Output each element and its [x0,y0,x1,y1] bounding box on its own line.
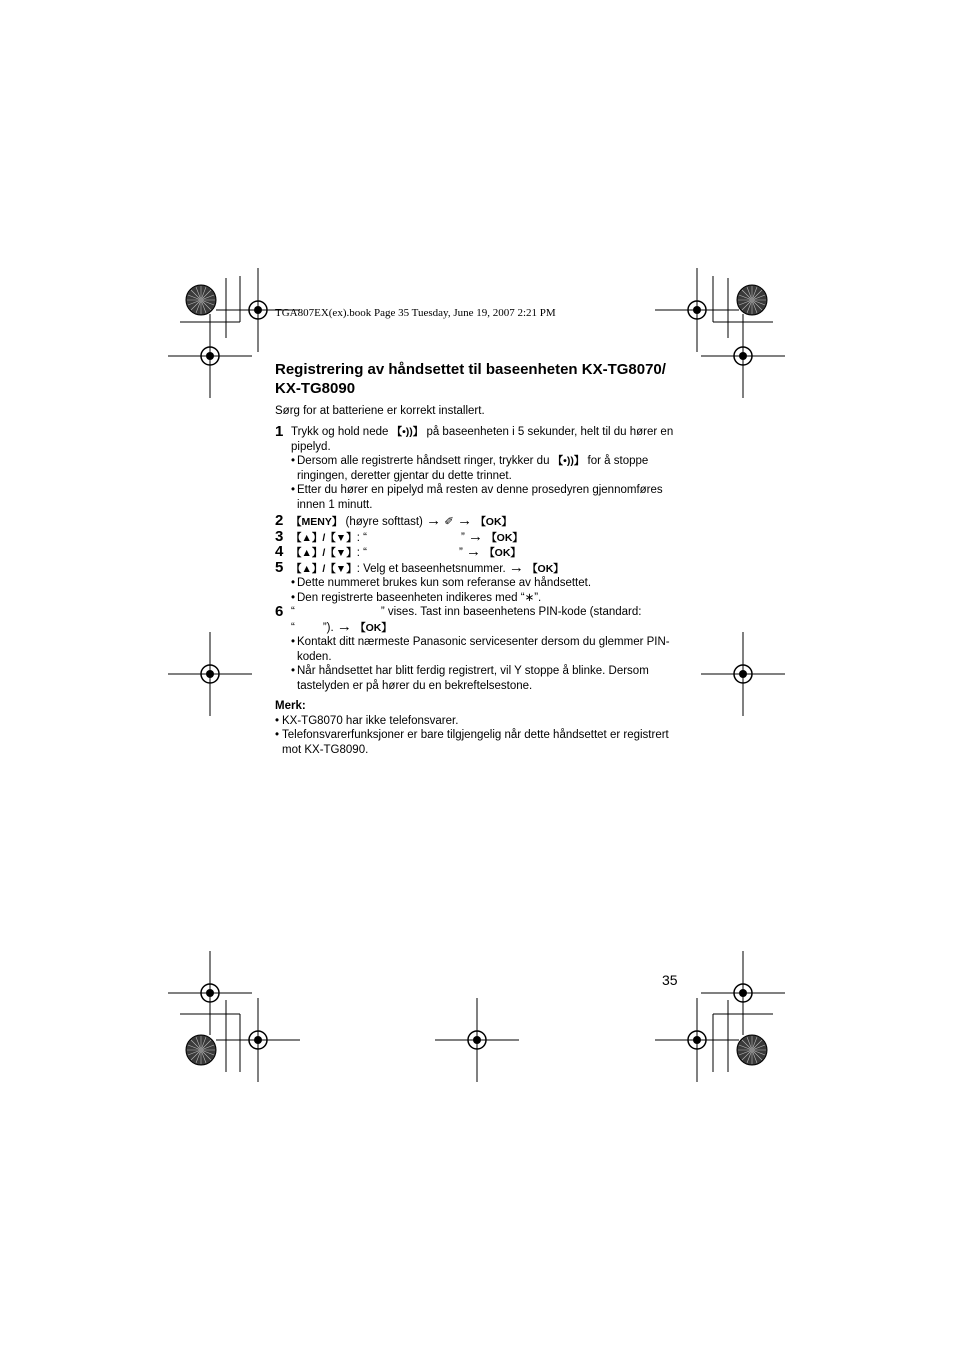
ok-key: 【OK】 [486,531,523,544]
step-text: ” vises. Tast inn baseenhetens PIN-kode (standard: [380,606,642,618]
antenna-icon: Y [514,665,522,677]
locator-key: 【•))】 [391,426,424,438]
registration-starburst-bottom-right [737,1035,767,1065]
navigator-keys: 【▲】/【▼】 [291,547,357,559]
step-text: ” [460,531,465,544]
crosshair-bottom-right-inner [655,998,739,1082]
step-text: “ [291,621,295,634]
step-number: 6 [275,603,284,620]
step-6 [275,605,675,635]
step-5 [275,558,675,577]
step-1-bullet-2: • Etter du hører en pipelyd må resten av denne prosedyren gjennomføres innen 1 minutt. [275,483,675,512]
page-content [275,360,675,757]
crosshair-top-right-inner [655,268,739,352]
step-text: ” [458,547,463,559]
bullet-text: for å stoppe ringingen, deretter gjentar du dette trinnet. [297,455,649,482]
arrow-icon: → [457,512,473,529]
step-5-bullet-1: • Dette nummeret brukes kun som referanse av håndsettet. [275,576,675,591]
page-number: 35 [662,972,678,988]
menu-key: 【MENY】 [291,516,343,528]
ok-key: 【OK】 [475,516,513,528]
step-number: 5 [275,558,284,576]
step-1 [275,425,675,454]
registration-starburst-bottom-left [186,1035,216,1065]
bullet-text: Når håndsettet har blitt ferdig registrert, vil [297,665,515,677]
ok-key: 【OK】 [355,621,392,634]
pencil-icon: ✐ [444,516,454,528]
step-text: : “ [356,531,367,544]
arrow-icon: → [508,558,524,576]
crosshair-middle-left [168,632,252,716]
step-text: på baseenheten i 5 sekunder, helt til du hører en pipelyd. [291,426,674,453]
note-item: • KX-TG8070 har ikke telefonsvarer. [275,714,675,729]
arrow-icon: → [336,617,352,635]
step-text: “ [291,606,295,618]
navigator-keys: 【▲】/【▼】 [291,562,357,575]
note-heading: Merk: [275,700,306,712]
registration-starburst-top-left [186,285,216,315]
step-number: 1 [275,423,284,440]
bullet-text: stoppe å blinke. Dersom tastelyden er på hører du en bekreftelsestone. [297,665,649,692]
step-5-bullet-2: • Den registrerte baseenheten indikeres med “∗”. [275,591,675,606]
crosshair-bottom-right-outer [701,951,785,1035]
locator-key: 【•))】 [552,455,585,467]
intro-text: Sørg for at batteriene er korrekt installert. [275,405,485,417]
crosshair-bottom-center [435,998,519,1082]
step-number: 2 [275,512,284,529]
arrow-icon: → [465,543,481,560]
registration-starburst-top-right [737,285,767,315]
navigator-keys: 【▲】/【▼】 [291,531,357,544]
crosshair-top-right-outer [701,314,785,398]
crosshair-bottom-left-outer [168,951,252,1035]
step-text: (høyre softtast) [342,516,427,528]
step-text: ”). [322,621,337,634]
crosshair-top-left-outer [168,314,252,398]
section-title [275,360,675,398]
ok-key: 【OK】 [484,547,521,559]
step-number: 4 [275,543,284,560]
crosshair-bottom-left-inner [216,998,300,1082]
section-title-line2: KX-TG8090 [275,380,356,397]
step-6-bullet-1: • Kontakt ditt nærmeste Panasonic servicesenter dersom du glemmer PIN-koden. [275,635,675,664]
print-header: TGA807EX(ex).book Page 35 Tuesday, June 19, 2007 2:21 PM [275,307,556,319]
step-4 [275,545,675,561]
crosshair-middle-right [701,632,785,716]
section-title-line1: Registrering av håndsettet til baseenheten KX-TG8070/ [275,361,666,378]
step-text: : “ [356,547,367,559]
step-number: 3 [275,527,284,545]
note-item: • Telefonsvarerfunksjoner er bare tilgjengelig når dette håndsettet er registrert mot KX-TG8090. [275,728,675,757]
step-6-bullet-2 [275,664,675,693]
arrow-icon: → [426,512,442,529]
step-1-bullet-1 [275,454,675,483]
step-text: Trykk og hold nede [291,426,392,438]
arrow-icon: → [467,527,483,545]
step-text: : Velg et baseenhetsnummer. [356,562,509,575]
bullet-text: Dersom alle registrerte håndsett ringer, trykker du [297,455,553,467]
ok-key: 【OK】 [527,562,564,575]
